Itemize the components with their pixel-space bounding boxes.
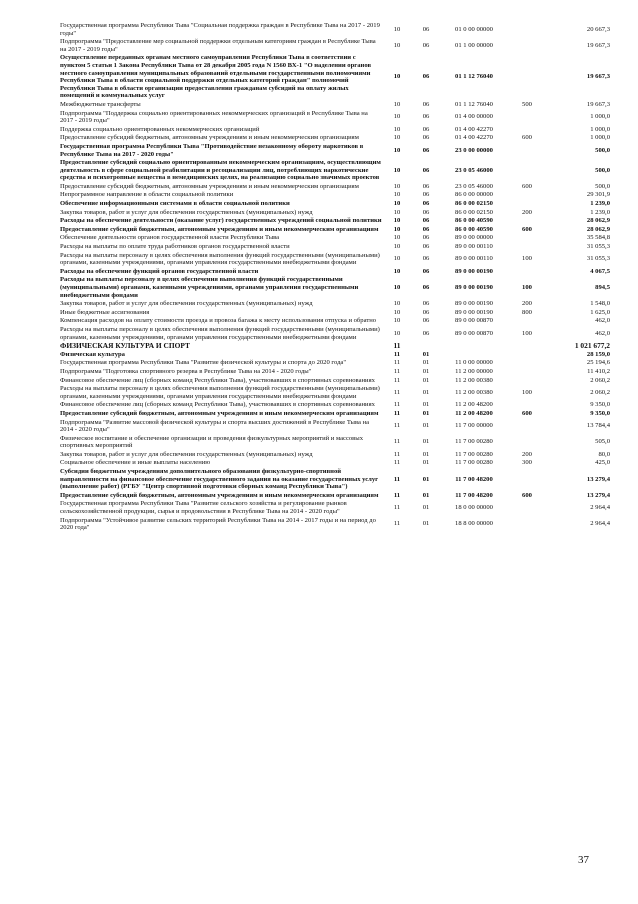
row-expense-type [508,22,546,38]
row-section-code: 10 [393,243,401,251]
row-name: Расходы на выплаты по оплате труда работников органов государственной власти [60,243,290,251]
row-expense-type: 200 [522,300,532,308]
row-section-code: 10 [393,300,401,308]
row-expense-type [508,500,546,516]
table-row [60,359,610,368]
row-target-article: 89 0 00 00110 [455,255,493,263]
table-row [60,401,610,410]
row-section-code: 10 [393,113,401,121]
row-section-code: 11 [393,475,401,483]
row-target-article: 11 2 00 48200 [455,409,493,417]
row-target-article: 23 0 05 46000 [455,166,493,174]
row-expense-type [508,143,546,159]
row-subsection-code: 06 [422,25,430,33]
row-expense-type [508,435,546,451]
row-amount: 28 062,9 [586,225,610,233]
table-row [60,159,610,183]
row-section-code: 10 [393,217,401,225]
row-name: Подпрограмма "Поддержка социально ориентированных некоммерческих организаций в Республике Тыва на 2017 - 2019 годы" [60,109,368,125]
row-subsection-code [412,342,440,351]
table-row [60,101,610,110]
row-expense-type [508,317,546,326]
row-name: Обеспечение информационными системами в области социальной политики [60,200,290,208]
row-target-article: 11 7 00 00280 [455,450,493,458]
row-section-code: 11 [393,388,401,396]
row-subsection-code: 06 [422,284,430,291]
row-name: Физическое воспитание и обеспечение организации и проведения физкультурных мероприятий и массовых спортивных мероприятий [60,434,364,450]
row-subsection-code: 06 [422,300,430,308]
row-subsection-code: 06 [422,234,430,242]
row-subsection-code: 01 [422,401,430,409]
row-subsection-code: 06 [422,73,430,81]
row-name: Осуществление переданных органам местного самоуправления Республики Тыва в соответствии с пунктом 5 статьи 1 Закона Республики Тыва от 28 декабря 2005 года N 1560 ВХ-1 "О наделении органов местного самоуправления муниципальных образований отдельными государственными полномочиями Республики Тыва в области социальной поддержки отдельных категорий граждан" полномочий Республики Тыва в области организации предоставления гражданам субсидий на оплату жилых помещений и коммунальных услуг [60,54,372,100]
row-target-article [440,342,508,351]
row-target-article: 89 0 00 00190 [455,267,493,275]
row-amount: 505,0 [595,438,610,446]
row-subsection-code: 01 [422,459,430,467]
row-subsection-code: 01 [422,450,430,458]
row-amount: 1 000,0 [590,134,610,142]
row-subsection-code: 01 [422,409,430,417]
row-target-article: 11 2 00 48200 [455,401,493,409]
row-subsection-code: 06 [422,200,430,208]
row-amount: 1 625,0 [590,308,610,316]
row-amount: 19 667,3 [586,100,610,108]
row-section-code: 10 [393,73,401,81]
row-name: Закупка товаров, работ и услуг для обеспечения государственных (муниципальных) нужд [60,450,313,458]
row-target-article: 23 0 05 46000 [455,182,493,190]
row-name: Закупка товаров, работ и услуг для обеспечения государственных (муниципальных) нужд [60,208,313,216]
row-amount: 2 964,4 [590,504,610,512]
row-subsection-code: 01 [422,475,430,483]
row-target-article: 89 0 00 00870 [455,317,493,325]
row-section-code: 10 [393,200,401,208]
row-expense-type [508,38,546,54]
row-amount: 4 067,5 [590,267,610,275]
table-row [60,368,610,377]
row-name: Подпрограмма "Подготовка спортивного резерва в Республике Тыва на 2014 - 2020 годы" [60,367,312,375]
row-subsection-code: 01 [422,350,430,358]
row-name: Предоставление субсидий социально ориентированным некоммерческим организациям, осуществляющим деятельность в сфере социальной реабилитации и ресоциализации лиц, потребляющих наркотические средства и психотропные вещества в немедицинских целях, на реализацию социально значимых проектов [60,159,381,182]
row-expense-type: 500 [522,100,532,108]
row-subsection-code: 06 [422,166,430,174]
row-subsection-code: 01 [422,388,430,396]
row-amount: 28 159,0 [586,350,610,358]
row-expense-type [508,401,546,410]
row-expense-type: 200 [522,208,532,216]
row-section-code: 11 [393,409,401,417]
row-target-article: 18 8 00 00000 [455,520,493,528]
row-name: Расходы на обеспечение деятельности (оказание услуг) государственных учреждений социальной политики [60,217,382,225]
row-target-article: 86 0 00 02150 [455,208,493,216]
row-expense-type [508,351,546,360]
row-target-article: 86 0 00 40590 [455,217,493,225]
table-row [60,191,610,200]
row-subsection-code: 06 [422,267,430,275]
row-target-article: 11 2 00 00380 [455,388,493,396]
row-name: Предоставление субсидий бюджетным, автономным учреждениям и иным некоммерческим организациям [60,491,379,499]
row-subsection-code: 06 [422,146,430,154]
row-name: Иные бюджетные ассигнования [60,308,150,316]
row-amount: 80,0 [598,450,610,458]
row-expense-type [508,517,546,533]
row-name: Предоставление субсидий бюджетным, автономным учреждениям и иным некоммерческим организациям [60,409,379,417]
table-row [60,143,610,159]
row-subsection-code: 06 [422,134,430,142]
table-row [60,326,610,342]
row-name: Государственная программа Республики Тыва "Развитие сельского хозяйства и регулирование рынков сельскохозяйственной продукции, сырья и продовольствия в Республике Тыва на 2014 - 2020 годы" [60,500,347,516]
row-target-article: 01 0 00 00000 [455,25,493,33]
row-expense-type [508,377,546,386]
row-name: Государственная программа Республики Тыва "Социальная поддержка граждан в Республике Тыва на 2017 - 2019 годы" [60,22,380,37]
budget-table-body [60,22,610,533]
row-amount: 500,0 [595,146,610,154]
row-section-code: 10 [393,182,401,190]
table-row [60,217,610,226]
row-subsection-code: 01 [422,438,430,446]
page-number: 37 [578,854,589,866]
row-expense-type: 100 [522,284,532,291]
row-amount: 462,0 [595,329,610,337]
row-subsection-code: 01 [422,376,430,384]
row-target-article: 01 4 00 42270 [455,125,493,133]
row-target-article: 11 2 00 00000 [455,367,493,375]
row-target-article: 86 0 00 40590 [455,225,493,233]
row-target-article: 01 1 12 76040 [455,73,493,81]
row-subsection-code: 01 [422,491,430,499]
row-amount: 500,0 [595,166,610,174]
table-row [60,317,610,326]
row-target-article [440,351,508,360]
row-expense-type [508,110,546,126]
row-amount: 1 000,0 [590,125,610,133]
row-expense-type: 600 [522,225,532,233]
row-target-article: 11 7 00 00280 [455,438,493,446]
row-amount: 13 279,4 [586,491,610,499]
row-subsection-code: 06 [422,317,430,325]
table-row [60,134,610,143]
row-amount: 894,5 [595,284,610,291]
table-row [60,459,610,468]
row-expense-type [508,159,546,183]
row-target-article: 89 0 00 00190 [455,300,493,308]
row-name: Непрограммное направление в области социальной политики [60,191,234,199]
table-row [60,126,610,135]
row-amount: 19 667,3 [586,41,610,49]
table-row [60,451,610,460]
row-name: Обеспечение деятельности органов государственной власти Республики Тыва [60,234,280,242]
table-row [60,351,610,360]
row-expense-type: 600 [522,409,532,417]
row-expense-type: 100 [522,329,532,337]
row-target-article: 23 0 00 00000 [455,146,493,154]
row-amount: 31 055,3 [586,255,610,263]
row-section-code: 10 [393,166,401,174]
row-section-code: 11 [393,359,401,367]
row-section-code: 11 [393,504,401,512]
table-row [60,252,610,268]
row-section-code: 10 [393,225,401,233]
row-subsection-code: 01 [422,367,430,375]
row-expense-type [508,359,546,368]
row-name: Подпрограмма "Устойчивое развитие сельских территорий Республики Тыва на 2014 - 2017 годы и на период до 2020 года" [60,516,376,532]
row-name: Предоставление субсидий бюджетным, автономным учреждениям и иным некоммерческим организациям [60,225,379,233]
row-subsection-code: 06 [422,100,430,108]
row-expense-type: 600 [522,182,532,190]
row-name: Предоставление субсидий бюджетным, автономным учреждениям и иным некоммерческим организациям [60,134,359,142]
row-name: Физическая культура [60,350,125,358]
table-row [60,268,610,277]
row-subsection-code: 01 [422,520,430,528]
row-amount: 425,0 [595,459,610,467]
row-expense-type [508,419,546,435]
row-expense-type: 100 [522,388,532,396]
row-name: Подпрограмма "Развитие массовой физической культуры и спорта высших достижений в Республике Тыва на 2014 - 2020 годы" [60,418,370,434]
row-expense-type: 800 [522,308,532,316]
table-row [60,468,610,492]
row-name: Предоставление субсидий бюджетным, автономным учреждениям и иным некоммерческим организациям [60,182,359,190]
row-name: Расходы на выплаты персоналу в целях обеспечения выполнения функций государственными (муниципальными) органами, казенными учреждениями, органами управления государственными внебюджетными фондами [60,325,380,341]
row-name: Финансовое обеспечение лиц (сборных команд Республики Тыва), участвовавших в спортивных соревнованиях [60,401,375,409]
row-subsection-code: 01 [422,504,430,512]
row-section-code: 11 [393,350,401,358]
row-name: Расходы на выплаты персоналу в целях обеспечения выполнения функций государственными (муниципальными) органами, казенными учреждениями, органами управления государственными внебюджетными фондами [60,251,380,267]
table-row [60,243,610,252]
row-amount: 1 548,0 [590,300,610,308]
row-name: Компенсация расходов на оплату стоимости проезда и провоза багажа к месту использования отпуска и обратно [60,317,377,325]
row-section-code: 11 [393,376,401,384]
table-row [60,54,610,101]
row-target-article: 01 4 00 00000 [455,113,493,121]
row-amount: 11 410,2 [587,367,610,375]
row-name: Расходы на выплаты персоналу в целях обеспечения выполнения функций государственными (муниципальными) органами, казенными учреждениями, органами управления государственными внебюджетными фондами [60,385,380,400]
table-row [60,38,610,54]
row-amount: 29 301,9 [586,191,610,199]
row-target-article: 89 0 00 00190 [455,308,493,316]
table-row [60,517,610,533]
row-subsection-code: 01 [422,359,430,367]
row-subsection-code: 06 [422,41,430,49]
row-amount: 1 239,0 [590,208,610,216]
table-row [60,226,610,235]
row-target-article: 11 0 00 00000 [455,359,493,367]
row-expense-type [508,243,546,252]
row-expense-type [508,368,546,377]
row-expense-type [508,234,546,243]
row-section-code: 11 [393,401,401,409]
row-expense-type: 100 [522,255,532,263]
row-section-code: 11 [393,422,401,430]
row-section-code: 10 [393,308,401,316]
row-subsection-code: 06 [422,125,430,133]
row-expense-type: 600 [522,491,532,499]
table-row [60,300,610,309]
table-row [60,377,610,386]
row-amount: 35 584,8 [586,234,610,242]
row-name: Субсидии бюджетным учреждениям дополнительного образования физкультурно-спортивной направленности на финансовое обеспечение государственного задания на оказание государственных услуг (выполнение работ) (РГБУ "Центр спортивной подготовки сборных команд Республики Тыва") [60,468,379,491]
row-amount: 1 021 677,2 [574,341,610,351]
row-subsection-code: 06 [422,191,430,199]
row-subsection-code: 06 [422,243,430,251]
row-section-code: 10 [393,317,401,325]
row-amount: 1 239,0 [590,200,610,208]
row-name: Расходы на выплаты персоналу в целях обеспечения выполнения функций государственными (муниципальными) органами, казенными учреждениями, органами управления государственными внебюджетными фондами [60,276,359,299]
table-row [60,492,610,501]
row-target-article: 89 0 00 00190 [455,284,493,291]
row-expense-type [508,191,546,200]
row-subsection-code: 06 [422,113,430,121]
row-amount: 25 194,6 [586,359,610,367]
row-target-article: 11 7 00 48200 [455,491,493,499]
row-section-code: 10 [393,100,401,108]
row-section-code: 11 [393,520,401,528]
row-expense-type [508,126,546,135]
row-expense-type: 300 [522,459,532,467]
row-amount: 28 062,9 [586,217,610,225]
row-target-article: 89 0 00 00000 [455,234,493,242]
row-section-code: 10 [393,41,401,49]
row-expense-type [508,468,546,492]
row-subsection-code: 01 [422,422,430,430]
row-expense-type: 200 [522,450,532,458]
row-section-code: 11 [393,341,401,351]
table-row [60,385,610,401]
row-subsection-code: 06 [422,308,430,316]
row-subsection-code: 06 [422,329,430,337]
row-name: Подпрограмма "Предоставление мер социальной поддержки отдельным категориям граждан в Республике Тыва на 2017 - 2019 годы" [60,38,376,53]
row-amount: 500,0 [595,182,610,190]
row-name: Поддержка социально ориентированных некоммерческих организаций [60,125,260,133]
row-subsection-code: 06 [422,255,430,263]
row-section-code: 11 [393,450,401,458]
row-expense-type [508,217,546,226]
row-target-article: 11 7 00 00000 [455,422,493,430]
table-row [60,276,610,300]
row-section-code: 10 [393,134,401,142]
row-target-article: 89 0 00 00870 [455,329,493,337]
row-amount: 2 964,4 [590,520,610,528]
row-target-article: 86 0 00 02150 [455,200,493,208]
table-row [60,22,610,38]
table-row [60,342,610,351]
row-amount: 1 000,0 [590,113,610,121]
row-section-code: 10 [393,234,401,242]
row-section-code: 10 [393,25,401,33]
row-target-article: 18 0 00 00000 [455,504,493,512]
row-target-article: 11 7 00 48200 [455,475,493,483]
row-section-code: 10 [393,255,401,263]
row-section-code: 11 [393,491,401,499]
row-section-code: 11 [393,438,401,446]
row-target-article: 86 0 00 00000 [455,191,493,199]
row-section-code: 10 [393,125,401,133]
table-row [60,183,610,192]
row-name: ФИЗИЧЕСКАЯ КУЛЬТУРА И СПОРТ [60,341,190,351]
row-subsection-code: 06 [422,217,430,225]
row-section-code: 10 [393,329,401,337]
row-target-article: 89 0 00 00110 [455,243,493,251]
row-target-article: 01 1 12 76040 [455,100,493,108]
row-name: Финансовое обеспечение лиц (сборных команд Республики Тыва), участвовавших в спортивных соревнованиях [60,376,375,384]
table-row [60,309,610,318]
row-amount: 2 060,2 [590,388,610,396]
table-row [60,209,610,218]
table-row [60,110,610,126]
row-amount: 462,0 [595,317,610,325]
table-row [60,435,610,451]
row-amount: 13 784,4 [586,422,610,430]
table-row [60,410,610,419]
row-target-article: 11 7 00 00280 [455,459,493,467]
row-section-code: 10 [393,267,401,275]
row-expense-type [508,268,546,277]
row-section-code: 10 [393,191,401,199]
row-target-article: 11 2 00 00380 [455,376,493,384]
table-row [60,419,610,435]
row-amount: 2 060,2 [590,376,610,384]
row-name: Государственная программа Республики Тыва "Развитие физической культуры и спорта до 2020 года" [60,359,347,367]
row-section-code: 11 [393,367,401,375]
row-section-code: 10 [393,284,401,291]
row-target-article: 01 4 00 42270 [455,134,493,142]
row-section-code: 10 [393,208,401,216]
row-amount: 31 055,3 [586,243,610,251]
row-amount: 20 667,3 [586,25,610,33]
budget-table [60,22,610,533]
row-name: Социальное обеспечение и иные выплаты населению [60,459,211,467]
row-amount: 9 350,0 [590,401,610,409]
table-row [60,200,610,209]
row-expense-type: 600 [522,134,532,142]
row-name: Государственная программа Республики Тыва "Противодействие незаконному обороту наркотиков в Республике Тыва на 2017 - 2020 годы" [60,142,364,158]
row-expense-type [508,342,546,351]
row-amount: 19 667,3 [586,73,610,81]
row-name: Расходы на обеспечение функций органов государственной власти [60,267,259,275]
row-amount: 13 279,4 [586,475,610,483]
row-subsection-code: 06 [422,182,430,190]
row-name: Закупка товаров, работ и услуг для обеспечения государственных (муниципальных) нужд [60,300,313,308]
row-amount: 9 350,0 [590,409,610,417]
row-section-code: 11 [393,459,401,467]
row-expense-type [508,200,546,209]
row-section-code: 10 [393,146,401,154]
row-expense-type [508,54,546,101]
row-name: Межбюджетные трансферты [60,100,141,108]
table-row [60,500,610,516]
row-target-article: 01 1 00 00000 [455,41,493,49]
table-row [60,234,610,243]
row-subsection-code: 06 [422,208,430,216]
row-subsection-code: 06 [422,225,430,233]
